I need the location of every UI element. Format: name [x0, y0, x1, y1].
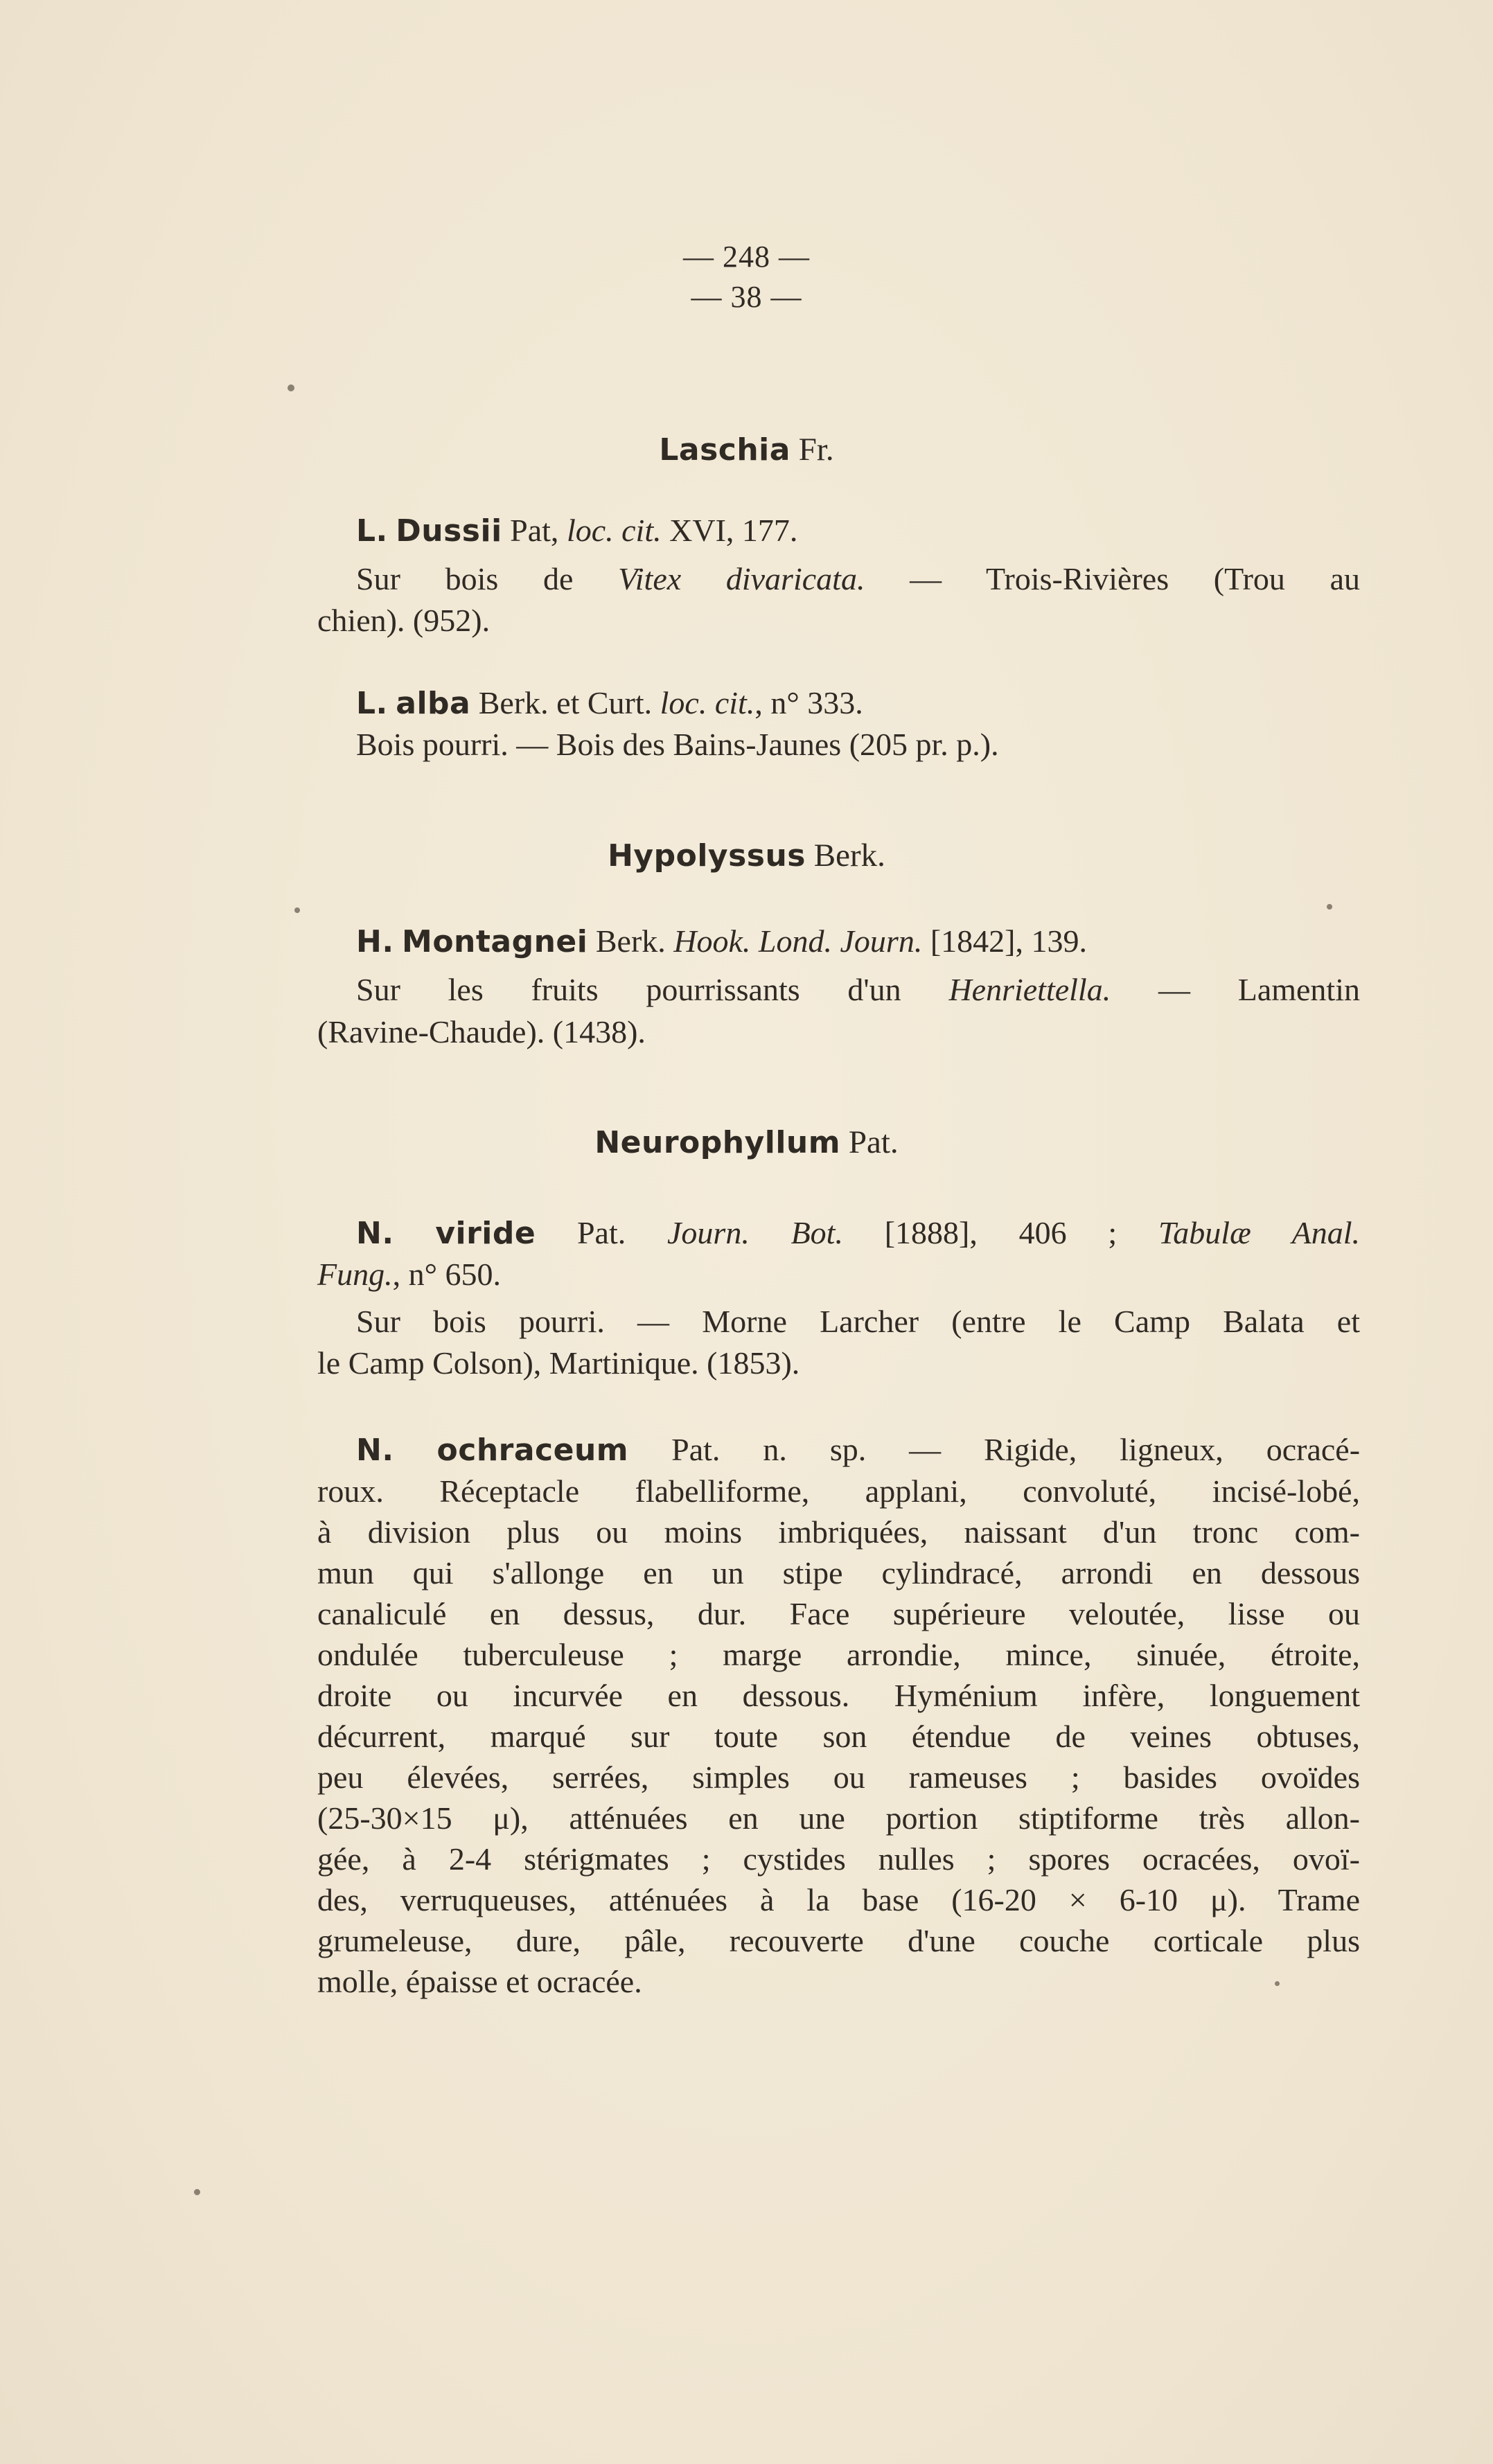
citation-text: [1888], 406 ; [884, 1215, 1117, 1250]
text-line: Bois pourri. — Bois des Bains-Jaunes (205 pr. p.). [356, 727, 999, 762]
species-name: viride [435, 1216, 536, 1251]
text-line: droite ou incurvée en dessous. Hyménium infère, longuement [317, 1678, 1360, 1713]
genus-author: Berk. [813, 837, 885, 874]
citation-text: Pat, [510, 513, 559, 548]
species-abbr: N. [356, 1216, 394, 1251]
text-line: molle, épaisse et ocracée. [317, 1964, 642, 1999]
genus-author: Fr. [798, 432, 834, 468]
species-heading-dussii [356, 510, 1360, 552]
text-line: à division plus ou moins imbriquées, naissant d'un tronc com- [317, 1514, 1360, 1550]
citation-text: Berk. et Curt. [478, 685, 653, 720]
text-italic: Vitex divaricata. [618, 561, 865, 596]
text-line: roux. Réceptacle flabelliforme, applani, convoluté, incisé-lobé, [317, 1473, 1360, 1509]
citation-italic: loc. cit. [660, 685, 755, 720]
citation-italic: Journ. Bot. [667, 1215, 843, 1250]
text-line [356, 558, 1360, 600]
species-heading-alba [356, 682, 1360, 725]
text-segment: — Trois-Rivières (Trou au [910, 561, 1361, 596]
text-segment: — Lamentin [1158, 972, 1360, 1007]
text-line: grumeleuse, dure, pâle, recouverte d'une couche corticale plus [317, 1923, 1360, 1958]
citation-italic: loc. cit. [566, 513, 662, 548]
text-segment: Pat. n. sp. — Rigide, ligneux, ocracé- [671, 1432, 1361, 1467]
paper-speck [194, 2189, 200, 2195]
species-heading-montagnei [356, 921, 1360, 963]
genus-heading-hypolyssus [0, 837, 1493, 874]
citation-text: XVI, 177. [669, 513, 798, 548]
citation-italic: Hook. Lond. Journ. [673, 923, 923, 959]
species-name: Montagnei [402, 924, 588, 959]
text-segment: , n° 650. [392, 1257, 502, 1292]
citation-text: Pat. [576, 1215, 626, 1250]
genus-name: Hypolyssus [608, 838, 806, 874]
page-number-inner: — 38 — [691, 280, 802, 314]
text-line: Sur bois pourri. — Morne Larcher (entre le Camp Balata et [356, 1304, 1360, 1339]
citation-text: , n° 333. [754, 685, 863, 720]
text-line [356, 969, 1360, 1011]
paper-speck [288, 384, 294, 391]
species-name: alba [396, 686, 471, 721]
citation-text: [1842], 139. [930, 923, 1087, 959]
paper-speck [1275, 1981, 1280, 1986]
species-heading-ochraceum [356, 1429, 1360, 1471]
text-segment: Sur les fruits pourrissants d'un [356, 972, 901, 1007]
genus-heading-neurophyllum [0, 1124, 1493, 1161]
species-heading-viride [356, 1212, 1360, 1255]
genus-author: Pat. [848, 1124, 899, 1160]
species-abbr: L. [356, 513, 388, 549]
genus-name: Neurophyllum [594, 1125, 841, 1160]
text-line: canaliculé en dessus, dur. Face supérieure veloutée, lisse ou [317, 1596, 1360, 1631]
text-line: (Ravine-Chaude). (1438). [317, 1014, 646, 1049]
text-italic: Fung. [317, 1257, 393, 1292]
genus-name: Laschia [659, 432, 790, 468]
species-abbr: L. [356, 686, 388, 721]
citation-italic: Tabulæ Anal. [1158, 1215, 1361, 1250]
text-line: ondulée tuberculeuse ; marge arrondie, mince, sinuée, étroite, [317, 1637, 1360, 1672]
text-line [317, 1254, 1360, 1295]
text-line: des, verruqueuses, atténuées à la base (16-20 × 6-10 μ). Trame [317, 1882, 1360, 1917]
citation-text: Berk. [595, 923, 666, 959]
species-abbr: N. [356, 1433, 394, 1468]
genus-heading-laschia [0, 431, 1493, 468]
species-abbr: H. [356, 924, 394, 959]
text-line: chien). (952). [317, 603, 491, 638]
text-line: mun qui s'allonge en un stipe cylindracé, arrondi en dessous [317, 1555, 1360, 1590]
text-line: décurrent, marqué sur toute son étendue de veines obtuses, [317, 1719, 1360, 1754]
text-line: peu élevées, serrées, simples ou rameuses ; basides ovoïdes [317, 1760, 1360, 1795]
paper-speck [294, 907, 300, 913]
text-line: gée, à 2-4 stérigmates ; cystides nulles ; spores ocracées, ovoï- [317, 1841, 1360, 1877]
page-number-outer: — 248 — [683, 240, 810, 274]
text-segment: Sur bois de [356, 561, 574, 596]
species-name: ochraceum [436, 1433, 629, 1468]
text-italic: Henriettella. [948, 972, 1111, 1007]
text-line: le Camp Colson), Martinique. (1853). [317, 1345, 800, 1381]
text-line: (25-30×15 μ), atténuées en une portion stiptiforme très allon- [317, 1800, 1360, 1836]
paper-speck [1327, 904, 1332, 910]
species-name: Dussii [396, 513, 502, 549]
